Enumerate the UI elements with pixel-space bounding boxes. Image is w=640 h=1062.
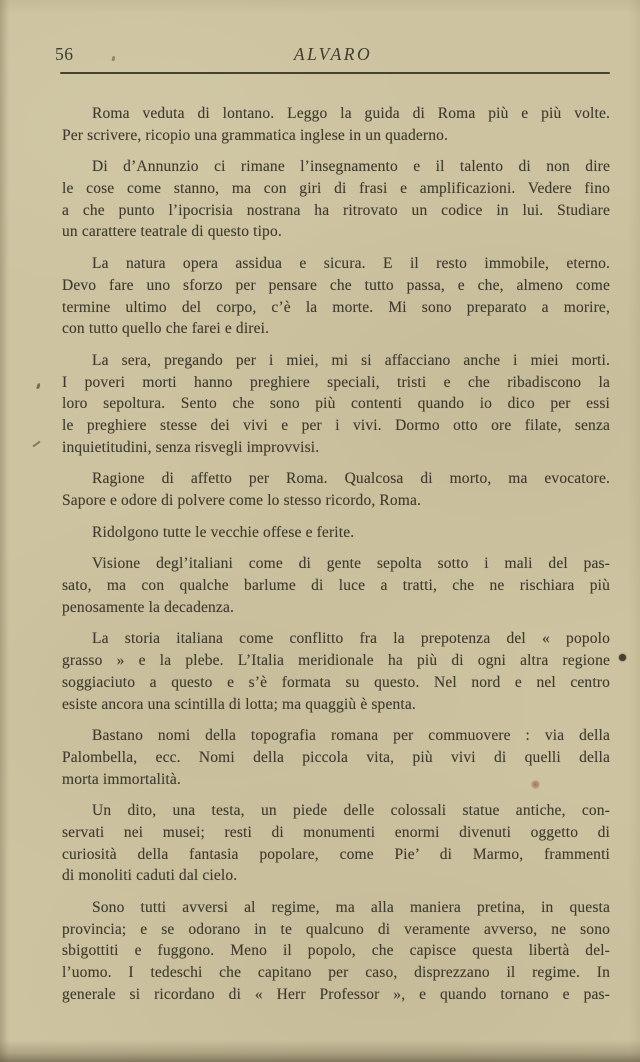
ink-speck <box>36 383 40 390</box>
text-line: sato, ma con qualche barlume di luce a tratti, che ne rischiara più <box>62 577 610 595</box>
header-rule <box>60 72 610 74</box>
text-line: I poveri morti hanno preghiere speciali, tristi e che ribadiscono la <box>62 373 610 391</box>
ink-speck <box>32 441 41 448</box>
text-line: le cose come stanno, ma con giri di frasi e amplificazioni. Vedere fino <box>62 180 610 198</box>
text-line: Di d’Annunzio ci rimane l’insegnamento e il talento di non dire <box>92 158 610 176</box>
text-line: Devo fare uno sforzo per pensare che tutto passa, e che, almeno come <box>62 276 610 294</box>
paragraph <box>62 253 610 340</box>
text-line: soggiaciuto a questo e s’è formata su questo. Nel nord e nel centro <box>62 673 610 691</box>
text-line: generale si ricordano di « Herr Professor », e quando tornano e pas- <box>62 985 610 1003</box>
text-line: Roma veduta di lontano. Leggo la guida di Roma più e più volte. <box>92 105 610 122</box>
text-line: provincia; e se odorano in te qualcuno di veramente avverso, ne sono <box>62 920 610 938</box>
text-line: Visione degl’italiani come di gente sepolta sotto i mali del pas- <box>92 555 610 573</box>
paragraph <box>62 725 610 790</box>
paragraph <box>62 628 610 715</box>
text-line: Ragione di affetto per Roma. Qualcosa di morto, ma evocatore. <box>92 470 610 488</box>
text-line: sbigottiti e fuggono. Meno il popolo, che capisce questa libertà del- <box>62 942 610 960</box>
text-line: esiste ancora una scintilla di lotta; ma quaggiù è spenta. <box>62 695 416 713</box>
rust-stain <box>531 780 540 789</box>
text-line: termine ultimo del corpo, c’è la morte. Mi sono preparato a morire, <box>62 298 610 316</box>
paragraph <box>62 800 610 887</box>
text-block <box>62 103 610 1005</box>
text-line: curiosità della fantasia popolare, come Pie’ di Marmo, frammenti <box>62 845 610 863</box>
text-line: Bastano nomi della topografia romana per commuovere : via della <box>92 727 610 745</box>
text-line: di monoliti caduti dal cielo. <box>62 867 238 885</box>
text-line: La natura opera assidua e sicura. E il resto immobile, eterno. <box>92 255 610 273</box>
page-number: 56 <box>55 44 74 64</box>
text-line: morta immortalità. <box>62 770 181 788</box>
text-line: Ridolgono tutte le vecchie offese e ferite. <box>92 523 355 541</box>
text-line: La sera, pregando per i miei, mi si affacciano anche i miei morti. <box>92 351 610 369</box>
text-line: le preghiere stesse dei vivi e per i vivi. Dormo otto ore filate, senza <box>62 416 610 434</box>
paragraph <box>62 522 610 544</box>
text-line: a che punto l’ipocrisia nostrana ha ritrovato un codice in lui. Studiare <box>62 201 610 219</box>
paragraph <box>62 468 610 511</box>
paragraph <box>62 897 610 1005</box>
running-title: ALVARO <box>293 44 373 64</box>
paragraph <box>62 553 610 618</box>
text-line: La storia italiana come conflitto fra la prepotenza del « popolo <box>92 630 610 648</box>
text-line: servati nei musei; resti di monumenti enormi divenuti oggetto di <box>62 823 610 841</box>
ink-speck <box>619 654 626 661</box>
text-line: Sono tutti avversi al regime, ma alla maniera pretina, in questa <box>92 899 610 916</box>
text-line: Sapore e odore di polvere come lo stesso ricordo, Roma. <box>62 492 422 509</box>
text-line: con tutto quello che farei e direi. <box>62 320 270 338</box>
text-line: l’uomo. I tedeschi che capitano per caso, disprezzano il regime. In <box>62 964 610 982</box>
running-header <box>0 44 640 68</box>
text-line: un carattere teatrale di questo tipo. <box>62 223 282 241</box>
text-line: loro sepoltura. Sento che sono più contenti quando io dico per essi <box>62 395 610 413</box>
text-line: Un dito, una testa, un piede delle colossali statue antiche, con- <box>92 802 610 820</box>
text-line: grasso » e la plebe. L’Italia meridionale ha più di ogni altra regione <box>62 652 610 670</box>
text-line: inquietitudini, senza risvegli improvvisi. <box>62 438 320 456</box>
paragraph <box>62 350 610 458</box>
text-line: penosamente la decadenza. <box>62 598 235 616</box>
text-line: Per scrivere, ricopio una grammatica inglese in un quaderno. <box>62 126 449 144</box>
paragraph <box>62 103 610 146</box>
text-line: Palombella, ecc. Nomi della piccola vita, più vivi di quelli della <box>62 748 610 766</box>
paragraph <box>62 156 610 243</box>
